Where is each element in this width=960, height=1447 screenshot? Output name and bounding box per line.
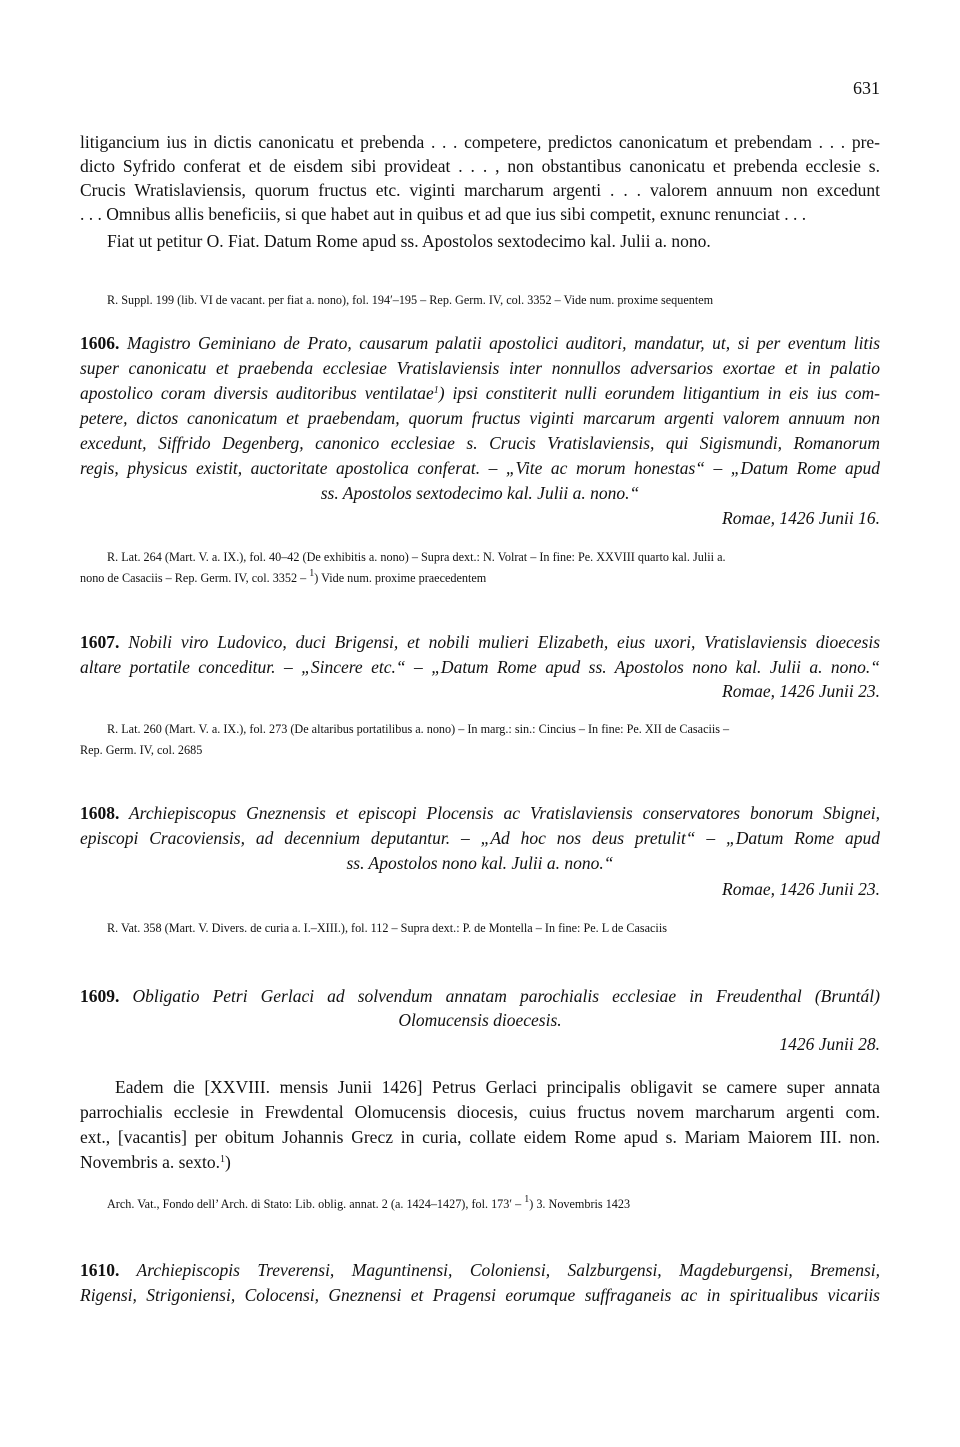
- entry-text: Archiepiscopus Gneznensis et episcopi Plocensis ac Vratislaviensis conservatores bonorum Sbignei,: [128, 803, 880, 823]
- entry-heading: [80, 984, 880, 1008]
- entry-text: Magistro Geminiano de Prato, causarum palatii apostolici auditori, mandatur, ut, si per eventum litis: [126, 333, 881, 353]
- entry-number: 1610.: [80, 1260, 120, 1280]
- entry-date: Romae, 1426 Junii 23.: [722, 879, 880, 899]
- entry-text: Archiepiscopis Treverensi, Maguntinensi, Coloniensi, Salzburgensi, Magdeburgensi, Bremensi,: [136, 1260, 880, 1280]
- entry-heading: [80, 1258, 880, 1282]
- text-line: Rigensi, Strigoniensi, Colocensi, Gneznensi et Pragensi eorumque suffraganeis ac in spiritualibus vicariis: [80, 1285, 880, 1305]
- entry-date: Romae, 1426 Junii 23.: [722, 681, 880, 701]
- entry-heading: [80, 331, 880, 355]
- entry-text: Obligatio Petri Gerlaci ad solvendum annatam parochialis ecclesiae in Freudenthal (Bruntál): [132, 986, 880, 1006]
- footnote-mark: 1: [219, 1154, 225, 1165]
- text-line: altare portatile conceditur. – „Sincere etc.“ – „Datum Rome apud ss. Apostolos nono kal. Julii a. nono.“: [80, 657, 880, 677]
- entry-heading: [80, 630, 880, 654]
- text-line: Crucis Wratislaviensis, quorum fructus etc. viginti marcharum argenti . . . valorem annuum non excedunt: [80, 180, 880, 200]
- source-note: Rep. Germ. IV, col. 2685: [80, 743, 203, 757]
- entry-number: 1609.: [80, 986, 120, 1006]
- text-line: ss. Apostolos sextodecimo kal. Julii a. nono.“: [320, 483, 640, 503]
- body-line: parrochialis ecclesie in Frewdental Olomucensis diocesis, cuius fructus novem marcharum argenti com.: [80, 1102, 880, 1122]
- entry-text: Nobili viro Ludovico, duci Brigensi, et nobili mulieri Elizabeth, eius uxori, Vratislaviensis dioecesis: [128, 632, 881, 652]
- entry-number: 1607.: [80, 632, 120, 652]
- source-note: R. Vat. 358 (Mart. V. Divers. de curia a. I.–XIII.), fol. 112 – Supra dext.: P. de Montella – In fine: Pe. L de Casaciis: [107, 921, 667, 935]
- entry-date: Romae, 1426 Junii 16.: [722, 508, 880, 528]
- text-line: episcopi Cracoviensis, ad decennium deputantur. – „Ad hoc nos deus pretulit“ – „Datum Rome apud: [80, 828, 880, 848]
- source-note: R. Lat. 264 (Mart. V. a. IX.), fol. 40–42 (De exhibitis a. nono) – Supra dext.: N. Volrat – In fine: Pe. XXVIII quarto kal. Julii a.: [107, 550, 726, 564]
- body-line: Eadem die [XXVIII. mensis Junii 1426] Petrus Gerlaci principalis obligavit se camere super annata: [115, 1077, 880, 1097]
- entry-date: 1426 Junii 28.: [779, 1034, 880, 1054]
- page-number: 631: [853, 78, 880, 98]
- text-line: dicto Syfrido conferat et de eisdem sibi provideat . . . , non obstantibus canonicatu et prebenda ecclesie s.: [80, 156, 880, 176]
- body-line: ext., [vacantis] per obitum Johannis Grecz in curia, collate eidem Rome apud s. Mariam Maiorem III. non.: [80, 1127, 880, 1147]
- source-note: R. Suppl. 199 (lib. VI de vacant. per fiat a. nono), fol. 194′–195 – Rep. Germ. IV, col. 3352 – Vide num. proxime sequentem: [107, 293, 714, 307]
- text-line: ss. Apostolos nono kal. Julii a. nono.“: [346, 853, 614, 873]
- entry-number: 1608.: [80, 803, 120, 823]
- text-line: apostolico coram diversis auditoribus ventilatae$^1$) ipsi constiterit nulli eorundem litigantium in eis ius com-: [80, 383, 880, 403]
- entry-heading: [80, 801, 880, 825]
- text-line: litigancium ius in dictis canonicatu et prebenda . . . competere, predictos canonicatum et prebendam . . . pre-: [80, 132, 880, 152]
- text-line: excedunt, Siffrido Degenberg, canonico ecclesiae s. Crucis Vratislaviensis, qui Sigismundi, Romanorum: [80, 433, 880, 453]
- text-line: petere, dictos canonicatum et praebendam, quorum fructus viginti marcarum argenti valorem annuum non: [80, 408, 880, 428]
- text-line: Olomucensis dioecesis.: [398, 1010, 562, 1030]
- text-line: regis, physicus existit, auctoritate apostolica conferat. – „Vite ac morum honestas“ – „Datum Rome apud: [80, 458, 880, 478]
- source-note: nono de Casaciis – Rep. Germ. IV, col. 3352 – $^1$) Vide num. proxime praecedentem: [80, 568, 487, 585]
- body-line: Novembris a. sexto.$^1$): [80, 1152, 231, 1172]
- text-line: Fiat ut petitur O. Fiat. Datum Rome apud ss. Apostolos sextodecimo kal. Julii a. nono.: [107, 231, 711, 251]
- source-note: Arch. Vat., Fondo dell’ Arch. di Stato: Lib. oblig. annat. 2 (a. 1424–1427), fol. 173′ – $^1$) 3. Novembris 1423: [107, 1194, 631, 1211]
- text-line: super canonicatu et praebenda ecclesiae Vratislaviensis inter nonnullos adversarios exortae et in palatio: [80, 358, 880, 378]
- entry-number: 1606.: [80, 333, 120, 353]
- text-line: . . . Omnibus allis beneficiis, si que habet aut in quibus et ad que ius sibi competit, exnunc renunciat . . .: [80, 204, 807, 224]
- source-note: R. Lat. 260 (Mart. V. a. IX.), fol. 273 (De altaribus portatilibus a. nono) – In marg.: sin.: Cincius – In fine: Pe. XII de Casaciis –: [107, 722, 730, 736]
- footnote-mark: 1: [433, 385, 439, 396]
